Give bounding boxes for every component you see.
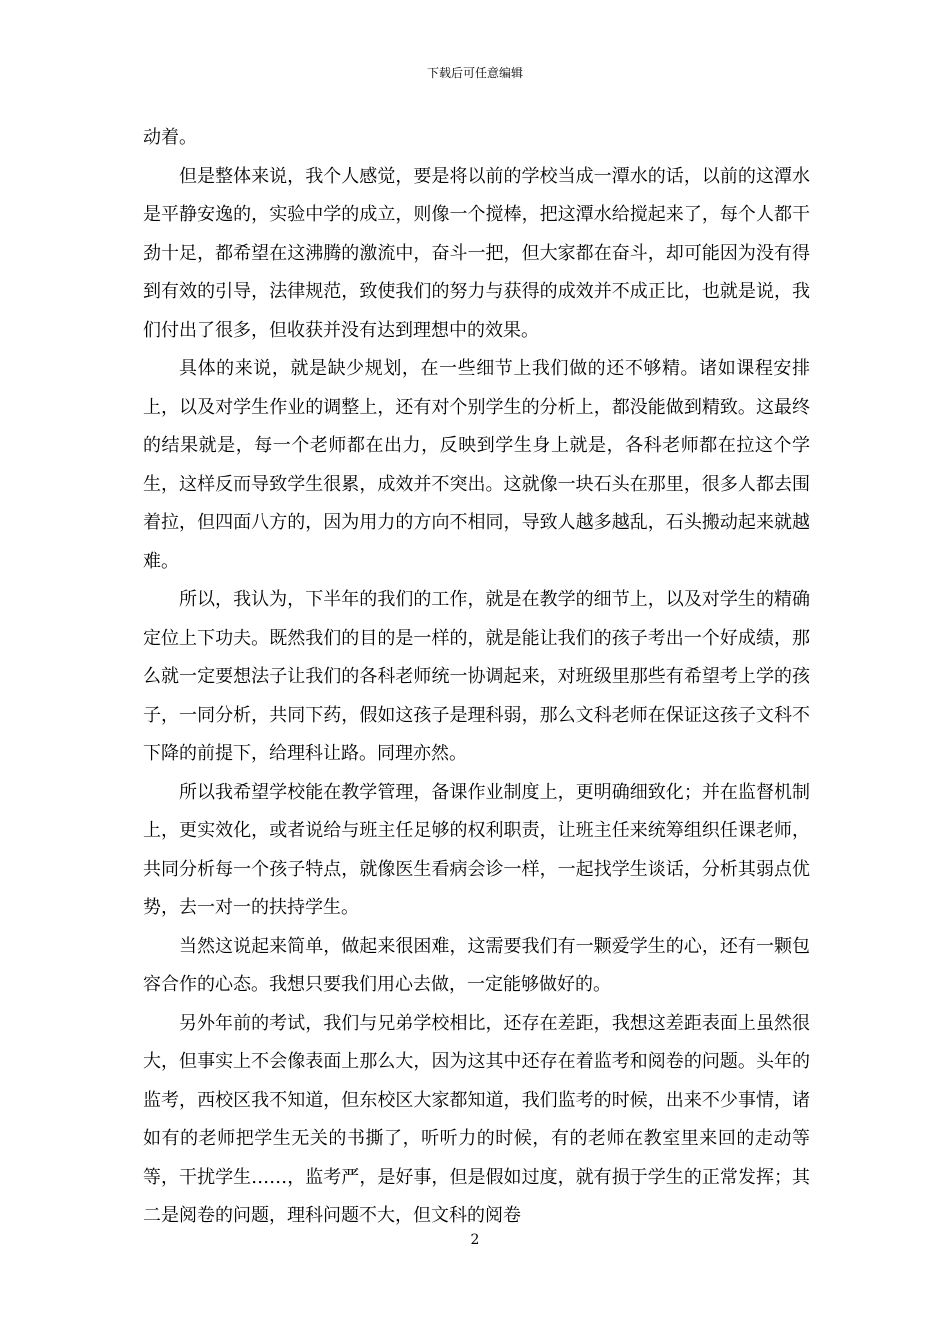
page-header: 下载后可任意编辑	[426, 66, 523, 80]
paragraph-5: 所以我希望学校能在教学管理，备课作业制度上，更明确细致化；并在监督机制上，更实效化，或者说给与班主任足够的权利职责，让班主任来统筹组织任课老师，共同分析每一个孩子特点，就像医生看病会诊一样，一起找学生谈话，分析其弱点优势，去一对一的扶持学生。	[143, 781, 810, 918]
paragraph-3: 具体的来说，就是缺少规划，在一些细节上我们做的还不够精。诸如课程安排上，以及对学生作业的调整上，还有对个别学生的分析上，都没能做到精致。这最终的结果就是，每一个老师都在出力，反映到学生身上就是，各科老师都在拉这个学生，这样反而导致学生很累，成效并不突出。这就像一块石头在那里，很多人都去围着拉，但四面八方的，因为用力的方向不相同，导致人越多越乱，石头搬动起来就越难。	[143, 358, 810, 572]
paragraph-1: 动着。	[143, 127, 197, 148]
page-number: 2	[470, 1232, 480, 1248]
paragraph-2: 但是整体来说，我个人感觉，要是将以前的学校当成一潭水的话，以前的这潭水是平静安逸的，实验中学的成立，则像一个搅棒，把这潭水给搅起来了，每个人都干劲十足，都希望在这沸腾的激流中，奋斗一把，但大家都在奋斗，却可能因为没有得到有效的引导，法律规范，致使我们的努力与获得的成效并不成正比，也就是说，我们付出了很多，但收获并没有达到理想中的效果。	[143, 165, 810, 341]
document-body	[143, 119, 810, 1236]
paragraph-4: 所以，我认为，下半年的我们的工作，就是在教学的细节上，以及对学生的精确定位上下功夫。既然我们的目的是一样的，就是能让我们的孩子考出一个好成绩，那么就一定要想法子让我们的各科老师统一协调起来，对班级里那些有希望考上学的孩子，一同分析，共同下药，假如这孩子是理科弱，那么文科老师在保证这孩子文科不下降的前提下，给理科让路。同理亦然。	[143, 589, 810, 764]
paragraph-6: 当然这说起来简单，做起来很困难，这需要我们有一颗爱学生的心，还有一颗包容合作的心态。我想只要我们用心去做，一定能够做好的。	[143, 935, 810, 995]
paragraph-7: 另外年前的考试，我们与兄弟学校相比，还存在差距，我想这差距表面上虽然很大，但事实上不会像表面上那么大，因为这其中还存在着监考和阅卷的问题。头年的监考，西校区我不知道，但东校区大家都知道，我们监考的时候，出来不少事情，诸如有的老师把学生无关的书撕了，听听力的时候，有的老师在教室里来回的走动等等，干扰学生……，监考严，是好事，但是假如过度，就有损于学生的正常发挥；其二是阅卷的问题，理科问题不大，但文科的阅卷	[143, 1012, 810, 1226]
